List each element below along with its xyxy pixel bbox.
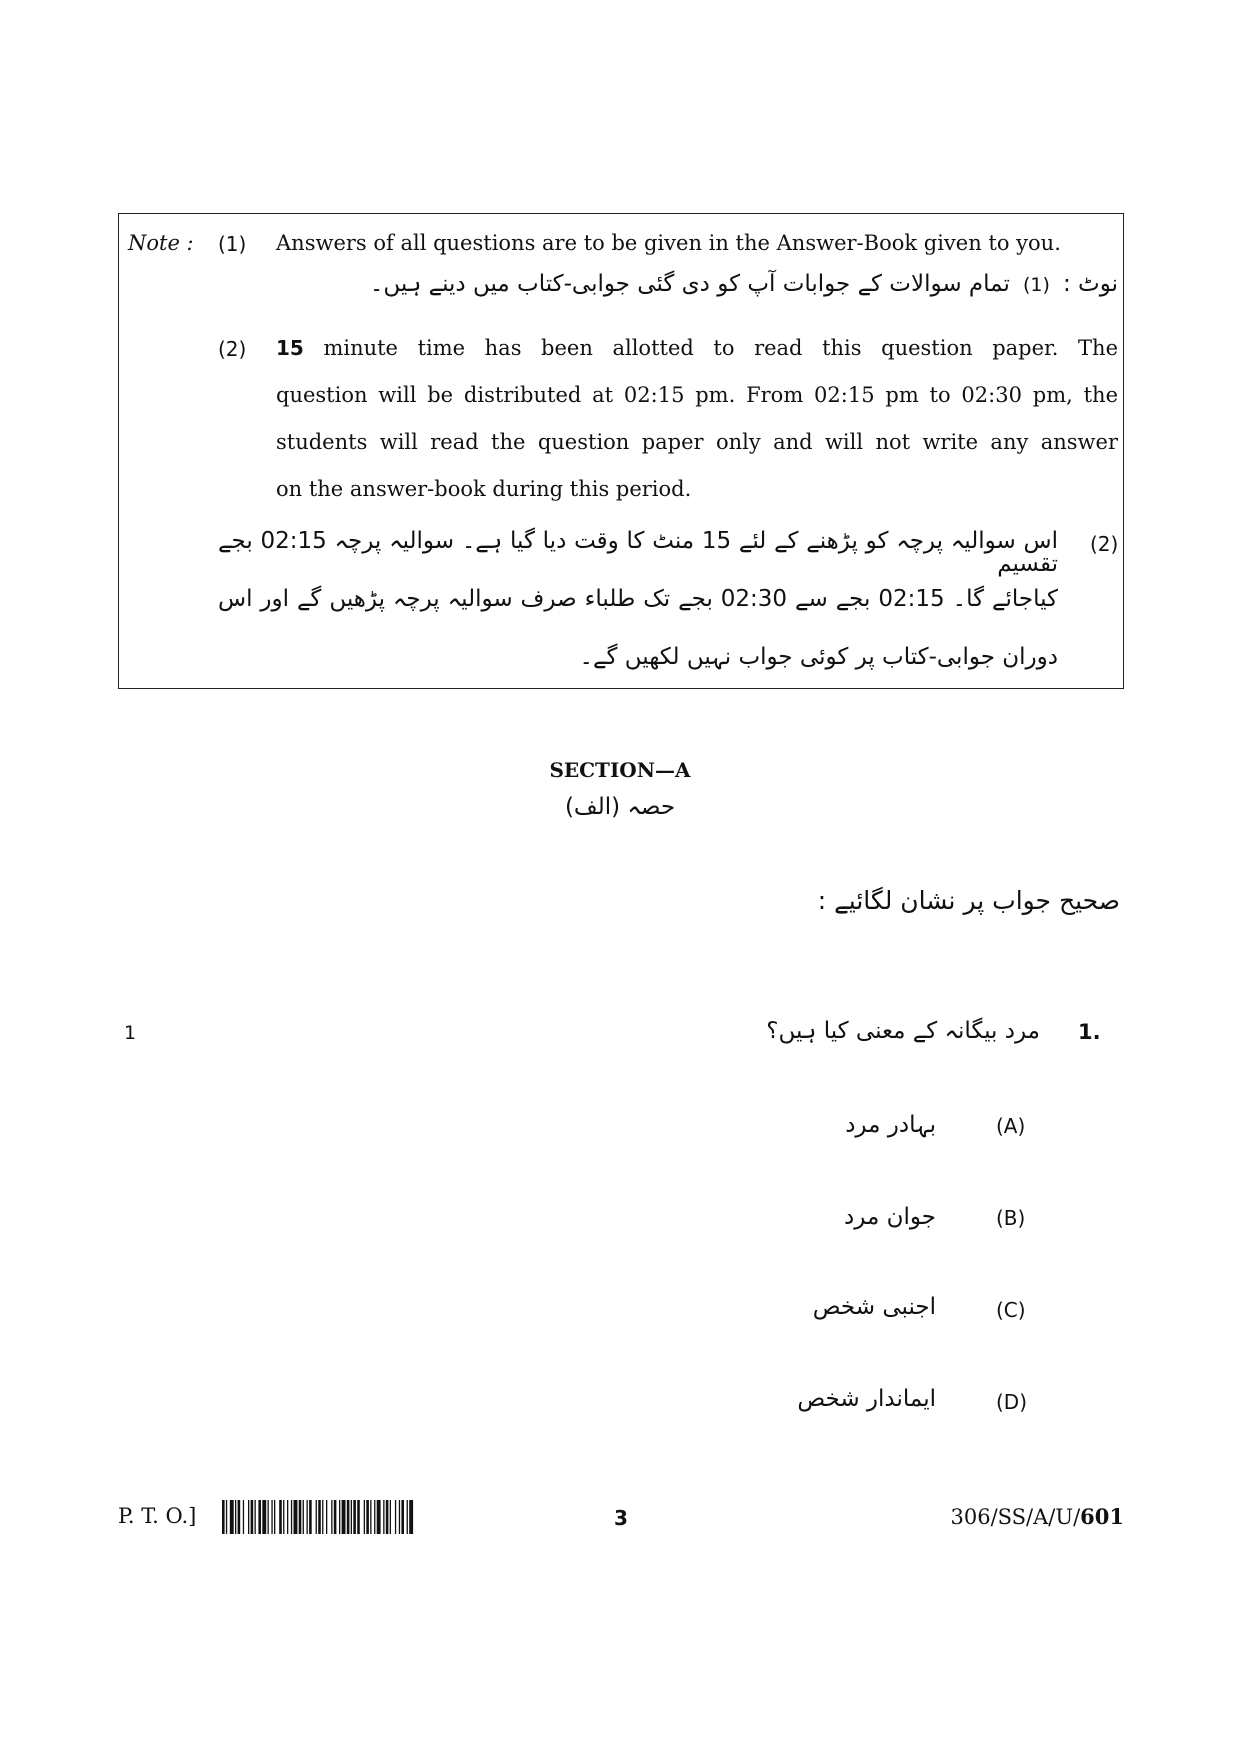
question-number: 1. <box>1078 1020 1101 1044</box>
section-title: SECTION—A <box>549 758 691 782</box>
note-item2-english-line3: students will read the question paper only and will not write any answer <box>276 430 1118 454</box>
instruction-urdu: صحیح جواب پر نشان لگائیے : <box>817 886 1120 915</box>
option-c-label: (C) <box>996 1298 1026 1322</box>
note-item2-bold-number: 15 <box>276 336 304 360</box>
note-item2-urdu-line3: دوران جوابی-کتاب پر کوئی جواب نہیں لکھیں گے۔ <box>579 644 1058 670</box>
page-number: 3 <box>614 1506 628 1530</box>
section-title-urdu: حصہ (الف) <box>564 794 676 820</box>
note-item1-urdu: تمام سوالات کے جوابات آپ کو دی گئی جوابی-کتاب میں دینے ہیں۔ <box>369 271 1010 297</box>
note-item2-urdu-line1: اس سوالیہ پرچہ کو پڑھنے کے لئے 15 منٹ کا وقت دیا گیا ہے۔ سوالیہ پرچہ 02:15 بجے تقسیم <box>218 528 1058 577</box>
option-a-text[interactable]: بہادر مرد <box>845 1112 936 1138</box>
note-item1-english: Answers of all questions are to be given in the Answer-Book given to you. <box>276 231 1061 255</box>
note-item1-number: (1) <box>218 232 247 256</box>
note-item2-english-line2: question will be distributed at 02:15 pm. From 02:15 pm to 02:30 pm, the <box>276 383 1118 407</box>
note-item2-urdu-line2: کیاجائے گا۔ 02:15 بجے سے 02:30 بجے تک طلباء صرف سوالیہ پرچہ پڑھیں گے اور اس <box>218 586 1058 612</box>
option-c-text[interactable]: اجنبی شخص <box>812 1294 936 1320</box>
option-d-text[interactable]: ایماندار شخص <box>797 1386 936 1412</box>
note-item2-english-line1 <box>276 338 1118 359</box>
option-d-label: (D) <box>996 1390 1028 1414</box>
barcode-icon <box>222 1500 542 1534</box>
paper-code-bold: 601 <box>1080 1504 1124 1529</box>
note-item2-english-line4: on the answer-book during this period. <box>276 477 692 501</box>
paper-code-prefix: 306/SS/A/U/ <box>950 1505 1081 1529</box>
question-marks: 1 <box>124 1022 137 1044</box>
option-b-label: (B) <box>996 1206 1026 1230</box>
note-item2-line1-text: minute time has been allotted to read this question paper. The <box>323 336 1118 360</box>
note-item2-number: (2) <box>218 337 247 361</box>
question-text: مرد بیگانہ کے معنی کیا ہیں؟ <box>766 1018 1040 1044</box>
note-item1-urdu-line <box>300 273 1118 309</box>
note-urdu-prefix: نوٹ : <box>1063 271 1118 297</box>
note-urdu-item1-number: (1) <box>1022 274 1050 296</box>
note-label: Note : <box>128 231 194 255</box>
paper-code <box>900 1506 1124 1528</box>
option-a-label: (A) <box>996 1114 1026 1138</box>
option-b-text[interactable]: جوان مرد <box>844 1204 936 1230</box>
note-urdu-item2-number: (2) <box>1090 532 1119 556</box>
pto-label: P. T. O.] <box>118 1504 197 1528</box>
